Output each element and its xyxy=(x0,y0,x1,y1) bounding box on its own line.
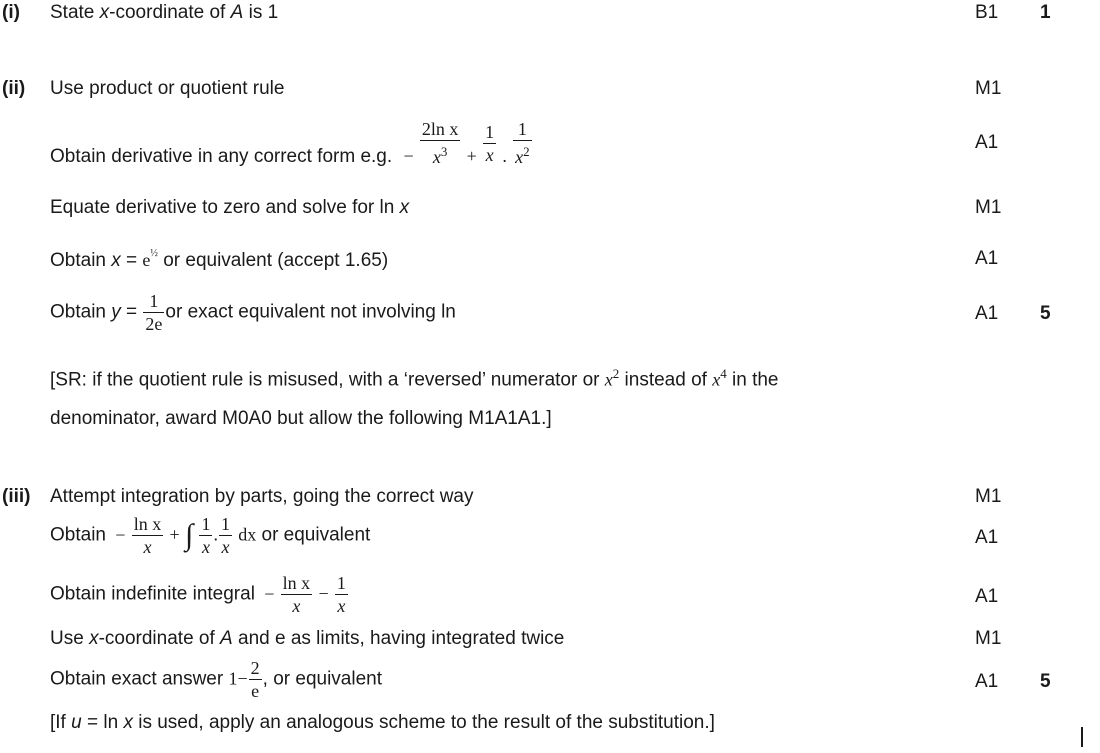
fraction xyxy=(249,657,262,702)
part-total: 1 xyxy=(1040,2,1051,23)
integral-sign: ∫ xyxy=(184,518,194,552)
text: Obtain xyxy=(50,524,106,546)
math-symbol: . xyxy=(502,146,507,167)
math-e: e xyxy=(142,250,151,270)
text: -coordinate of xyxy=(98,628,221,649)
denominator: x xyxy=(221,537,230,557)
criterion-text: Attempt integration by parts, going the correct way xyxy=(50,486,474,507)
criterion-text xyxy=(50,513,370,558)
text: x xyxy=(123,712,133,733)
part-label: (iii) xyxy=(2,486,31,507)
text: x xyxy=(399,197,410,218)
mark-code: B1 xyxy=(975,2,999,23)
criterion-text: Use product or quotient rule xyxy=(50,78,285,99)
exponent: ½ xyxy=(150,248,158,259)
text: , or equivalent xyxy=(262,668,382,690)
criterion-text xyxy=(50,118,533,168)
math-symbol: + xyxy=(169,524,180,545)
text: u xyxy=(71,712,82,733)
text: x xyxy=(111,250,121,271)
mark-code: M1 xyxy=(975,78,1002,99)
mark-code: A1 xyxy=(975,527,999,548)
denominator: e xyxy=(251,681,260,701)
criterion-text xyxy=(50,628,564,650)
text: Use xyxy=(50,628,90,649)
numerator: 1 xyxy=(220,514,230,534)
criterion-text xyxy=(50,657,382,702)
text: or exact equivalent not involving ln xyxy=(165,301,456,323)
fraction xyxy=(219,513,232,558)
text: and e as limits, having integrated twice xyxy=(232,628,565,649)
text: or equivalent xyxy=(261,524,371,546)
part-label: (ii) xyxy=(2,78,26,99)
text: A xyxy=(220,628,233,649)
text: x xyxy=(432,147,441,167)
differential: dx xyxy=(238,524,257,545)
text: Obtain xyxy=(50,301,112,323)
math-symbol: . xyxy=(213,524,218,545)
numerator: 1 xyxy=(513,118,532,141)
math-symbol: − xyxy=(403,146,414,167)
numerator: 1 xyxy=(485,121,495,142)
fraction xyxy=(483,121,496,166)
exponent: 2 xyxy=(523,144,530,159)
part-label: (i) xyxy=(2,2,20,23)
text: x xyxy=(89,628,99,649)
text: Obtain derivative in any correct form e.g. xyxy=(50,146,393,168)
math-symbol: − xyxy=(318,583,329,604)
fraction xyxy=(420,118,461,168)
text: [SR: if the quotient rule is misused, with a ‘reversed’ numerator or xyxy=(50,369,605,391)
fraction xyxy=(143,290,164,335)
text: Obtain exact answer xyxy=(50,668,229,690)
mark-code: A1 xyxy=(975,586,999,607)
special-ruling-text xyxy=(50,366,778,391)
exponent: 2 xyxy=(612,366,620,381)
fraction xyxy=(199,513,212,558)
math-symbol: + xyxy=(466,146,477,167)
mark-code: M1 xyxy=(975,197,1002,218)
numerator: ln x xyxy=(282,573,311,593)
text: A xyxy=(230,2,244,23)
math-number: 1 xyxy=(228,668,238,689)
text: x xyxy=(712,369,721,390)
text: = xyxy=(120,250,143,271)
denominator: x xyxy=(485,144,494,165)
criterion-text xyxy=(50,248,388,272)
text: = ln xyxy=(81,712,124,733)
mark-code: A1 xyxy=(975,671,999,692)
math-symbol: − xyxy=(237,668,248,689)
exponent: 4 xyxy=(720,366,727,381)
text: is 1 xyxy=(243,2,279,23)
mark-code: A1 xyxy=(975,132,999,153)
mark-code: M1 xyxy=(975,486,1002,507)
criterion-text xyxy=(50,572,349,617)
mark-code: A1 xyxy=(975,248,999,269)
text: [If xyxy=(50,712,72,733)
fraction xyxy=(335,572,348,617)
special-ruling-text: denominator, award M0A0 but allow the following M1A1A1.] xyxy=(50,408,552,429)
text: is used, apply an analogous scheme to the result of the substitution.] xyxy=(132,712,715,733)
denominator xyxy=(513,141,532,168)
note-text xyxy=(50,712,715,734)
text: instead of xyxy=(619,369,713,391)
text: y xyxy=(111,301,121,323)
numerator: 1 xyxy=(201,514,211,534)
numerator: ln x xyxy=(133,514,162,534)
fraction xyxy=(132,513,164,558)
denominator: x xyxy=(292,596,301,616)
mark-code: M1 xyxy=(975,628,1002,649)
criterion-text xyxy=(50,2,278,24)
math-symbol: − xyxy=(115,524,126,545)
fraction xyxy=(281,572,313,617)
text: x xyxy=(604,369,613,390)
mark-code: A1 xyxy=(975,303,999,324)
text: x xyxy=(99,2,110,23)
denominator: x xyxy=(337,596,346,616)
fraction xyxy=(513,118,532,168)
text: -coordinate of xyxy=(109,2,231,23)
denominator xyxy=(420,141,461,168)
text-cursor xyxy=(1081,727,1083,747)
text: Obtain xyxy=(50,250,112,271)
numerator: 1 xyxy=(143,290,164,313)
math-symbol: − xyxy=(264,583,275,604)
text: x xyxy=(515,147,524,167)
text: State xyxy=(50,2,100,23)
text: Equate derivative to zero and solve for ln xyxy=(50,197,400,218)
text: or equivalent (accept 1.65) xyxy=(157,250,389,271)
exponent: 3 xyxy=(440,144,448,159)
denominator: x xyxy=(201,537,210,557)
text: = xyxy=(120,301,143,323)
numerator: 2ln x xyxy=(421,119,459,139)
part-total: 5 xyxy=(1040,303,1051,324)
denominator: x xyxy=(143,537,152,557)
numerator: 1 xyxy=(336,573,346,593)
criterion-text xyxy=(50,290,456,335)
part-total: 5 xyxy=(1040,671,1051,692)
criterion-text xyxy=(50,197,409,219)
text: in the xyxy=(726,369,779,391)
denominator: 2e xyxy=(145,314,163,334)
text: Obtain indefinite integral xyxy=(50,583,255,605)
numerator: 2 xyxy=(250,658,260,678)
